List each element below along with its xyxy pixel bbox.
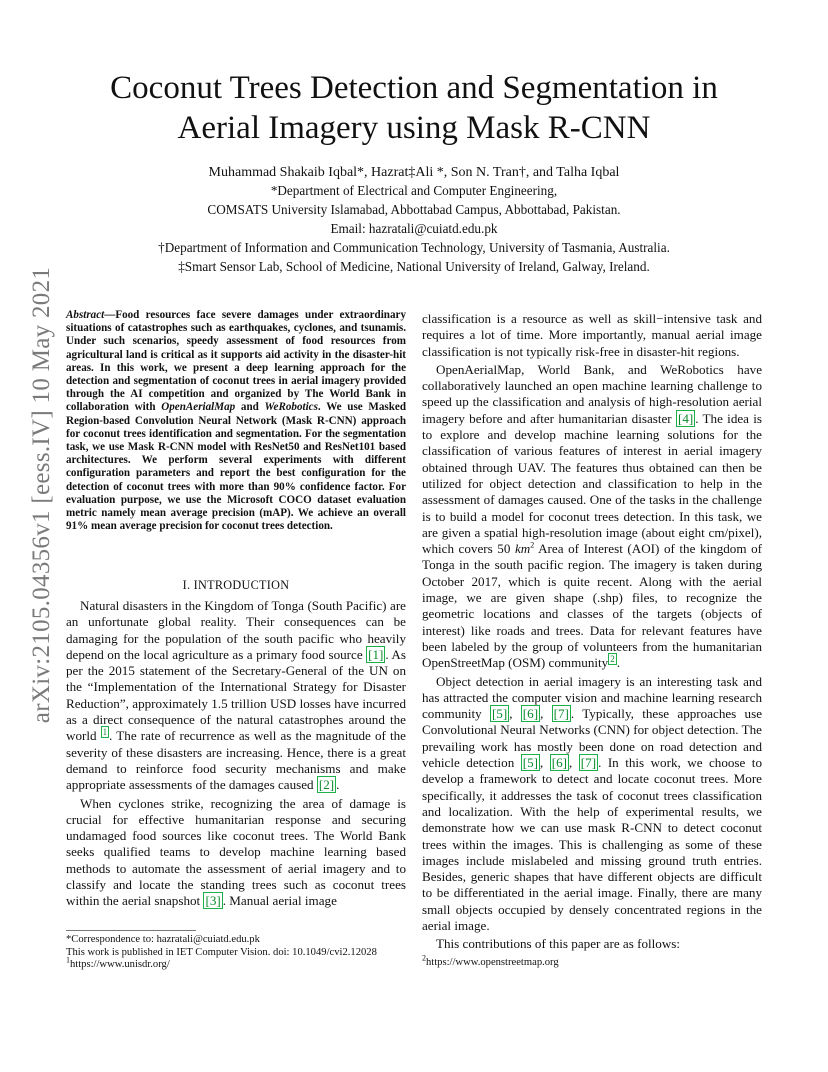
unit-km: km [514, 541, 531, 557]
citation-6[interactable]: [6] [551, 755, 568, 771]
abstract-label: Abstract [66, 309, 105, 321]
text: . Manual aerial image [222, 893, 337, 909]
abstract-and: and [235, 401, 265, 414]
footnote-rule [66, 930, 196, 931]
affiliation-2: COMSATS University Islamabad, Abbottabad Campus, Abbottabad, Pakistan. [207, 202, 621, 217]
right-paragraph-1 [422, 362, 762, 672]
affiliation-email: Email: hazratali@cuiatd.edu.pk [330, 221, 498, 236]
intro-paragraph-1 [66, 598, 406, 794]
text: Area of Interest (AOI) of the kingdom of Tonga in the south pacific region. The imagery is taken during October 2017, which is quite recent. Along with the aerial image, we are given shape (.shp) files, to recognize the geometric locations and classes of the targets (objects of interest) like roads and trees. Data for relevant features have been labeled by the group of volunteers from the humanitarian OpenStreetMap (OSM) community [422, 541, 763, 671]
text: Object detection in aerial imagery is an interesting task and has attracted the computer vision and machine learning research community [422, 673, 762, 722]
footnote-mark: 1 [66, 955, 70, 965]
text: . The idea is to explore and develop machine learning solutions for the classification of various features of interest in aerial imagery obtained through UAV. The features thus obtained can then be utilized for object detection and classification to help in the assessment of damages caused. One of the tasks in the challenge is to build a model for coconut trees detection. In this task, we are given a spatial high-resolution image (about eight cm/pixel), which covers 50 [422, 410, 762, 557]
footnote-url[interactable]: https://www.openstreetmap.org [426, 957, 559, 968]
citation-6[interactable]: [6] [522, 706, 539, 722]
unit-squared: 2 [530, 540, 535, 550]
footnotes-left [66, 934, 416, 972]
footnote-ref-1[interactable]: 1 [102, 727, 108, 738]
text: . [616, 655, 620, 671]
footnote-correspondence: *Correspondence to: hazratali@cuiatd.edu.pk [66, 934, 260, 945]
comma: , [509, 706, 521, 722]
abstract-text-1: —Food resources face severe damages under extraordinary situations of catastrophes such as earthquakes, cyclones, and tsunamis. Under such scenarios, speedy assessment of food resources from agricultural land is critical as it supports aid activity in the disaster-hit areas. In this work, we present a deep learning approach for the detection and segmentation of coconut trees in aerial imagery provided through the AI competition and organized by The World Bank in collaboration with [66, 309, 406, 414]
footnote-2 [422, 953, 762, 968]
left-column-body [66, 598, 406, 910]
citation-5[interactable]: [5] [522, 755, 539, 771]
citation-1[interactable]: [1] [368, 646, 384, 662]
comma: , [569, 755, 579, 771]
text: . [336, 777, 340, 793]
footnote-publication: This work is published in IET Computer Vision. doi: 10.1049/cvi2.12028 [66, 946, 377, 958]
comma: , [540, 755, 550, 771]
text: . In this work, we choose to develop a framework to detect and locate coconut trees. More specifically, it addresses the task of coconut trees classification and localization. With the help of experimental results, we demonstrate how we can use mask R-CNN to detect coconut trees within the images. This is challenging as some of these images include mislabeled and missing ground truth entries. Besides, generic shapes that have different objects are difficult to be differentiated in the aerial image. Finally, there are many small objects occupied by densely concentrated regions in the aerial image. [422, 755, 762, 933]
citation-4[interactable]: [4] [677, 410, 694, 426]
arxiv-identifier [22, 266, 62, 724]
citation-3[interactable]: [3] [205, 893, 221, 909]
text: . As per the 2015 statement of the Secretary-General of the UN on the “Implementation of the International Strategy for Disaster Reduction”, approximately 1.5 trillion USD losses have incurred as a direct consequence of the natural catastrophes around the world [66, 646, 406, 744]
paper-title [80, 68, 748, 148]
abstract-openaerialmap: OpenAerialMap [161, 401, 236, 414]
citation-2[interactable]: [2] [318, 777, 335, 793]
text: Natural disasters in the Kingdom of Tonga (South Pacific) are an unfortunate global reality. Their consequences can be damaging for the population of the south pacific who heavily depend on the local agriculture as a primary food source [66, 598, 406, 662]
affiliations [80, 181, 748, 276]
text: When cyclones strike, recognizing the area of damage is crucial for effective humanitarian response and securing undamaged food sources like coconut trees. The World Bank seeks qualified teams to develop machine learning based methods to automate the assessment of aerial imagery and to classify and locate the standing trees such as coconut trees within the aerial snapshot [66, 795, 406, 909]
intro-paragraph-2 [66, 796, 406, 910]
footnote-mark: 2 [422, 953, 426, 963]
comma: , [540, 706, 552, 722]
title-line-1: Coconut Trees Detection and Segmentation in [110, 70, 718, 106]
text: . Typically, these approaches use Convolutional Neural Networks (CNN) for object detection. The prevailing work has mostly been done on road detection and vehicle detection [422, 706, 763, 771]
affiliation-3: †Department of Information and Communication Technology, University of Tasmania, Australia. [158, 240, 670, 255]
text: OpenAerialMap, World Bank, and WeRobotics have collaboratively launched an open machine learning challenge to speed up the classification and analysis of high-resolution aerial imagery before and after humanitarian disaster [422, 361, 762, 426]
footnote-url[interactable]: https://www.unisdr.org/ [70, 959, 170, 971]
footnote-1 [66, 955, 416, 972]
citation-7[interactable]: [7] [580, 755, 597, 771]
abstract-text-2: . We use Masked Region-based Convolution Neural Network (Mask R-CNN) approach for coconut trees identification and segmentation. For the segmentation task, we use Mask R-CNN model with ResNet50 and ResNet101 based architectures. We perform several experiments with different configuration parameters and report the best configuration for the detection of coconut trees with more than 90% confidence factor. For evaluation purpose, we use the Microsoft COCO dataset evaluation metric namely mean average precision (mAP). We achieve an overall 91% mean average precision for coconut trees detection. [66, 401, 407, 533]
section-heading-introduction: I. INTRODUCTION [182, 578, 290, 592]
right-paragraph-3: This contributions of this paper are as follows: [436, 936, 681, 952]
right-paragraph-0: classification is a resource as well as skill−intensive task and requires a lot of time. More importantly, manual aerial image classification is not typically risk-free in disaster-hit regions. [422, 311, 762, 359]
right-column-body [422, 311, 762, 953]
citation-7[interactable]: [7] [553, 706, 569, 722]
abstract-werobotics: WeRobotics [264, 401, 318, 414]
arxiv-id-text: arXiv:2105.04356v1 [eess.IV] 10 May 2021 [28, 266, 55, 724]
title-line-2: Aerial Imagery using Mask R-CNN [177, 110, 651, 146]
affiliation-1: *Department of Electrical and Computer Engineering, [270, 183, 558, 198]
text: . The rate of recurrence as well as the magnitude of the severity of these disasters are increasing. Hence, there is a great demand to reinforce food security mechanisms and make appropriate assessments of the damages caused [66, 728, 406, 793]
citation-5[interactable]: [5] [491, 706, 508, 722]
abstract [66, 309, 406, 533]
footnote-ref-2[interactable]: 2 [610, 653, 615, 664]
right-paragraph-2 [422, 674, 762, 935]
affiliation-4: ‡Smart Sensor Lab, School of Medicine, National University of Ireland, Galway, Ireland. [178, 259, 650, 274]
author-list: Muhammad Shakaib Iqbal*, Hazrat‡Ali *, Son N. Tran†, and Talha Iqbal [208, 165, 620, 180]
